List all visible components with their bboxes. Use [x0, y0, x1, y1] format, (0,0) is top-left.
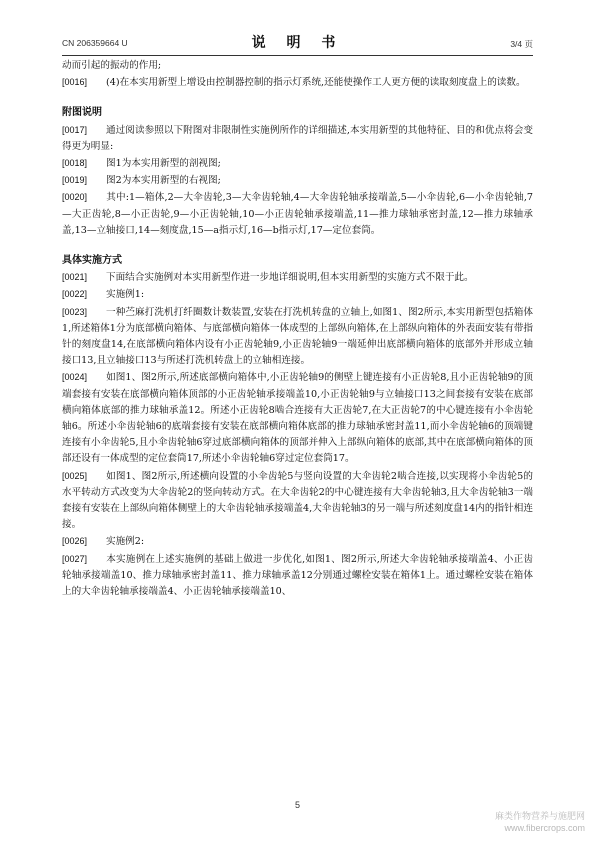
paragraph-number: [0022] — [62, 289, 88, 300]
paragraph-text: 通过阅读参照以下附图对非限制性实施例所作的详细描述,本实用新型的其他特征、目的和优点将会变得更为明显: — [62, 124, 533, 152]
doc-title: 说 明 书 — [251, 35, 344, 51]
paragraph-text: 其中:1—箱体,2—大伞齿轮,3—大伞齿轮轴,4—大伞齿轮轴承接端盖,5—小伞齿轮,6—小伞齿轮轴,7—大正齿轮,8—小正齿轮,9—小正齿轮轴,10—小正齿轮轴承接端盖,11—推力球轴承密封盖,12—推力球轴承盖,13—立轴接口,14—刻度盘,15—a指示灯,16—b指示灯,17—定位套筒。 — [62, 192, 533, 236]
paragraph-0020 — [62, 189, 533, 239]
paragraph-text: 实施例1: — [106, 289, 145, 301]
paragraph-number: [0018] — [62, 158, 88, 169]
paragraph-number: [0027] — [62, 553, 88, 564]
page-header — [62, 32, 533, 54]
watermark-line-1: 麻类作物营养与施肥网 — [494, 811, 585, 821]
paragraph-number: [0016] — [62, 77, 88, 88]
section-title-figures: 附图说明 — [62, 107, 102, 119]
paragraph-0022 — [62, 286, 533, 303]
paragraph-number: [0021] — [62, 272, 88, 283]
paragraph-0023 — [62, 304, 533, 370]
paragraph-text: 本实施例在上述实施例的基础上做进一步优化,如图1、图2所示,所述大伞齿轮轴承接端盖4、小正齿轮轴承接端盖10、推力球轴承密封盖11、推力球轴承盖12分别通过螺栓安装在箱体1上。通过螺栓安装在箱体上的大伞齿轮轴承接端盖4、小正齿轮轴承接端盖10、 — [62, 553, 533, 598]
document-body — [62, 58, 533, 600]
paragraph-0016 — [62, 74, 533, 91]
paragraph-0021 — [62, 269, 533, 286]
paragraph-0019 — [62, 172, 533, 189]
section-title-embodiments: 具体实施方式 — [62, 255, 122, 267]
watermark-line-2: www.fibercrops.com — [504, 823, 585, 833]
paragraph-number: [0017] — [62, 124, 88, 135]
paragraph-number: [0024] — [62, 372, 88, 383]
paragraph-text: (4)在本实用新型上增设由控制器控制的指示灯系统,还能使操作工人更方便的读取刻度盘上的读数。 — [106, 77, 526, 89]
header-rule — [62, 55, 533, 56]
paragraph-text: 图2为本实用新型的右视图; — [106, 175, 221, 187]
paragraph-text: 图1为本实用新型的剖视图; — [106, 158, 221, 170]
paragraph-0027 — [62, 551, 533, 601]
paragraph-number: [0020] — [62, 192, 88, 203]
watermark — [495, 810, 585, 834]
paragraph-text: 一种苎麻打洗机打纤圈数计数装置,安装在打洗机转盘的立轴上,如图1、图2所示,本实用新型包括箱体1,所述箱体1分为底部横向箱体、与底部横向箱体一体成型的上部纵向箱体,在上部纵向箱体的外表面安装有带指针的刻度盘14,在底部横向箱体内设有小正齿轮轴9,小正齿轮轴9一端延伸出底部横向箱体的底部外并形成立轴接口13,且立轴接口13与所述打洗机转盘上的立轴相连接。 — [62, 306, 533, 367]
paragraph-0025 — [62, 468, 533, 534]
paragraph-number: [0025] — [62, 470, 88, 481]
paragraph-0026 — [62, 533, 533, 550]
paragraph-text: 下面结合实施例对本实用新型作进一步地详细说明,但本实用新型的实施方式不限于此。 — [106, 272, 474, 284]
lead-line: 动而引起的振动的作用; — [62, 60, 162, 71]
paragraph-text: 实施例2: — [106, 536, 145, 548]
page-count: 3/4 页 — [510, 39, 533, 49]
paragraph-number: [0019] — [62, 175, 88, 186]
paragraph-text: 如图1、图2所示,所述横向设置的小伞齿轮5与竖向设置的大伞齿轮2啮合连接,以实现将小伞齿轮5的水平转动方式改变为大伞齿轮2的竖向转动方式。在大伞齿轮2的中心键连接有大伞齿轮轴3,且大伞齿轮轴3一端套接有安装在上部纵向箱体侧壁上的大伞齿轮轴承接端盖4,大伞齿轮轴3的另一端与所述刻度盘14内的指针相连接。 — [62, 470, 533, 531]
paragraph-0024 — [62, 369, 533, 467]
paragraph-text: 如图1、图2所示,所述底部横向箱体中,小正齿轮轴9的侧壁上键连接有小正齿轮8,且小正齿轮轴9的顶端套接有安装在底部横向箱体顶部的小正齿轮轴承接端盖10,小正齿轮轴9与立轴接口13之间套接有安装在底部横向箱体底部的推力球轴承盖12。所述小正齿轮8啮合连接有大正齿轮7,在大正齿轮7的中心键连接有小伞齿轮轴6。所述小伞齿轮轴6的底端套接有安装在底部横向箱体底部的推力球轴承密封盖11,而小伞齿轮轴6的顶端键连接有小伞齿轮5,且小伞齿轮轴6穿过底部横向箱体的顶部并伸入上部纵向箱体的底部,其中在底部横向箱体的顶部还设有一体成型的定位套筒17,所述小伞齿轮轴6穿过定位套筒17。 — [62, 372, 533, 465]
paragraph-number: [0026] — [62, 536, 88, 547]
doc-number: CN 206359664 U — [62, 38, 128, 48]
page-number: 5 — [294, 800, 300, 810]
paragraph-number: [0023] — [62, 306, 88, 317]
paragraph-0018 — [62, 155, 533, 172]
paragraph-0017 — [62, 122, 533, 155]
